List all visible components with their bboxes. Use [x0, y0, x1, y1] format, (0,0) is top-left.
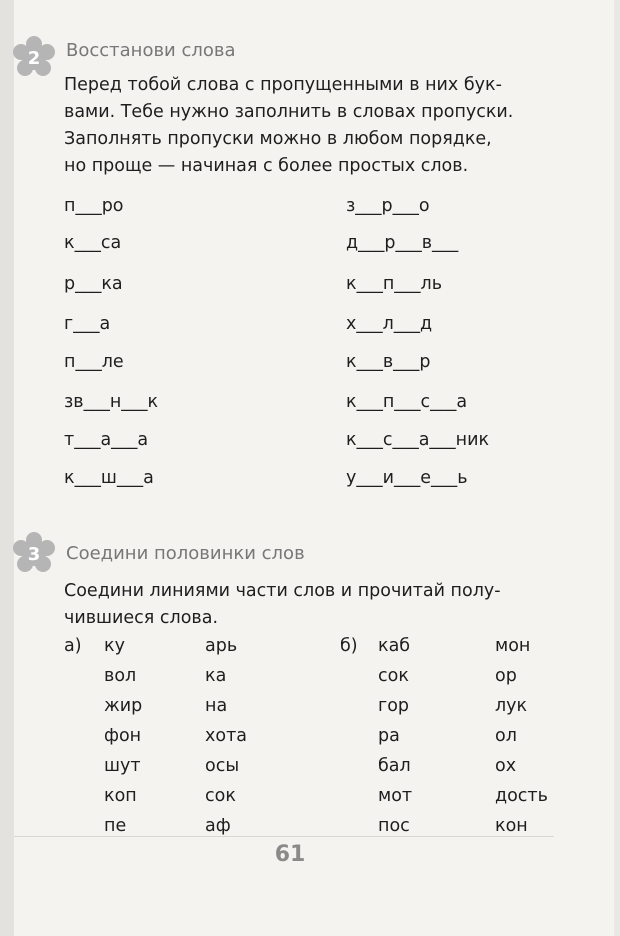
section-number: 3: [27, 543, 41, 565]
paragraph-line: Заполнять пропуски можно в любом порядке,: [64, 129, 492, 149]
word-with-gaps: т___а___а: [64, 430, 149, 450]
word-with-gaps: у___и___е___ь: [346, 468, 468, 488]
word-part: осы: [205, 756, 240, 776]
word-part: ра: [378, 726, 400, 746]
word-part: мот: [378, 786, 413, 806]
page-edge-right: [614, 0, 620, 936]
word-part: хота: [205, 726, 247, 746]
word-part: сок: [205, 786, 236, 806]
word-with-gaps: к___с___а___ник: [346, 430, 490, 450]
page-edge: [0, 0, 14, 936]
paragraph-line: вами. Тебе нужно заполнить в словах пропуски.: [64, 102, 514, 122]
word-with-gaps: з___р___о: [346, 196, 430, 216]
word-with-gaps: г___а: [64, 314, 111, 334]
word-part: вол: [104, 666, 137, 686]
word-part: ол: [495, 726, 517, 746]
page-number: 61: [274, 842, 306, 867]
word-part: ку: [104, 636, 125, 656]
word-part: коп: [104, 786, 137, 806]
section-title: Соедини половинки слов: [66, 543, 305, 564]
paragraph-line: Перед тобой слова с пропущенными в них бук-: [64, 75, 502, 95]
word-part: шут: [104, 756, 141, 776]
word-part: каб: [378, 636, 411, 656]
word-part: на: [205, 696, 228, 716]
word-with-gaps: зв___н___к: [64, 392, 159, 412]
word-part: арь: [205, 636, 238, 656]
word-part: гор: [378, 696, 410, 716]
section-title: Восстанови слова: [66, 40, 236, 61]
word-with-gaps: к___п___с___а: [346, 392, 468, 412]
word-with-gaps: д___р___в___: [346, 233, 459, 253]
section-number: 2: [27, 47, 41, 69]
paragraph-line: чившиеся слова.: [64, 608, 219, 628]
paragraph-line: но проще — начиная с более простых слов.: [64, 156, 469, 176]
word-with-gaps: х___л___д: [346, 314, 433, 334]
word-with-gaps: п___ро: [64, 196, 124, 216]
footer-rule: [14, 836, 554, 837]
instruction-paragraph: [64, 72, 554, 180]
word-with-gaps: п___ле: [64, 352, 124, 372]
word-with-gaps: к___са: [64, 233, 122, 253]
word-part: ка: [205, 666, 227, 686]
word-part: ох: [495, 756, 517, 776]
word-part: аф: [205, 816, 231, 836]
section-3-badge: [12, 532, 56, 576]
word-part: бал: [378, 756, 411, 776]
word-part: дость: [495, 786, 548, 806]
word-with-gaps: к___в___р: [346, 352, 431, 372]
word-part: фон: [104, 726, 142, 746]
word-part: пе: [104, 816, 127, 836]
label-a: а): [64, 636, 82, 656]
word-part: пос: [378, 816, 410, 836]
word-part: лук: [495, 696, 528, 716]
bleed-through-text: [280, 42, 285, 60]
label-b: б): [340, 636, 358, 656]
section-2-badge: [12, 36, 56, 80]
instruction-paragraph: [64, 578, 554, 632]
word-with-gaps: к___ш___а: [64, 468, 154, 488]
word-with-gaps: р___ка: [64, 274, 123, 294]
word-part: жир: [104, 696, 143, 716]
word-part: мон: [495, 636, 531, 656]
word-part: кон: [495, 816, 528, 836]
word-part: сок: [378, 666, 409, 686]
word-with-gaps: к___п___ль: [346, 274, 443, 294]
paragraph-line: Соедини линиями части слов и прочитай полу-: [64, 581, 501, 601]
word-part: ор: [495, 666, 517, 686]
